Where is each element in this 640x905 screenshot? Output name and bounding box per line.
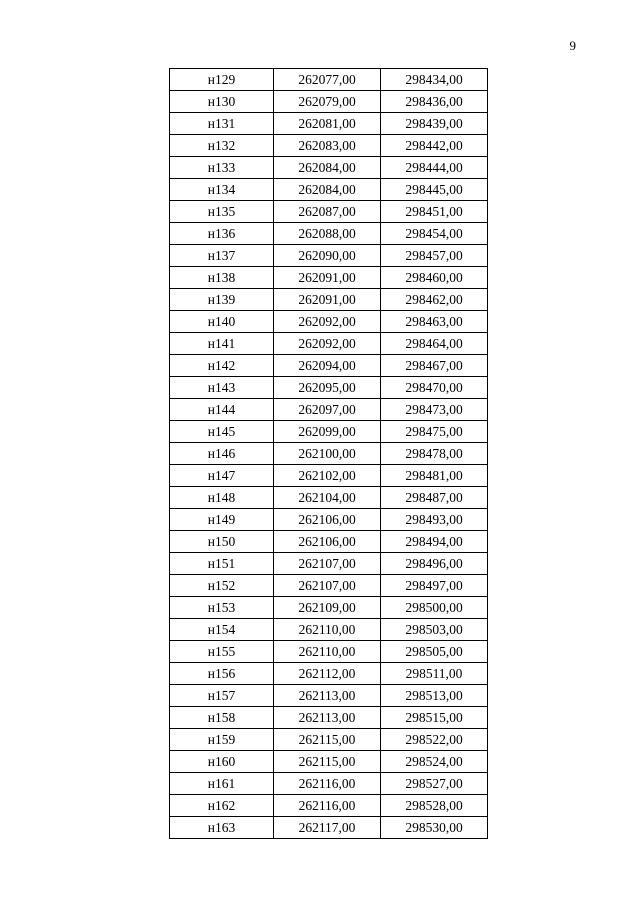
x-coordinate-cell: 262091,00 (274, 267, 381, 289)
point-id-cell: н144 (170, 399, 274, 421)
table-row (170, 817, 488, 839)
table-row (170, 751, 488, 773)
y-coordinate-cell: 298457,00 (381, 245, 488, 267)
x-coordinate-cell: 262100,00 (274, 443, 381, 465)
table-row (170, 663, 488, 685)
point-id-cell: н142 (170, 355, 274, 377)
point-id-cell: н151 (170, 553, 274, 575)
x-coordinate-cell: 262091,00 (274, 289, 381, 311)
x-coordinate-cell: 262106,00 (274, 531, 381, 553)
point-id-cell: н132 (170, 135, 274, 157)
x-coordinate-cell: 262083,00 (274, 135, 381, 157)
x-coordinate-cell: 262088,00 (274, 223, 381, 245)
table-row (170, 113, 488, 135)
table-row (170, 333, 488, 355)
y-coordinate-cell: 298436,00 (381, 91, 488, 113)
table-row (170, 355, 488, 377)
table-row (170, 553, 488, 575)
point-id-cell: н136 (170, 223, 274, 245)
y-coordinate-cell: 298478,00 (381, 443, 488, 465)
page-number: 9 (569, 38, 576, 53)
table-row (170, 795, 488, 817)
table-row (170, 487, 488, 509)
y-coordinate-cell: 298467,00 (381, 355, 488, 377)
point-id-cell: н156 (170, 663, 274, 685)
table-row (170, 201, 488, 223)
point-id-cell: н147 (170, 465, 274, 487)
y-coordinate-cell: 298434,00 (381, 69, 488, 91)
y-coordinate-cell: 298444,00 (381, 157, 488, 179)
y-coordinate-cell: 298442,00 (381, 135, 488, 157)
point-id-cell: н137 (170, 245, 274, 267)
y-coordinate-cell: 298454,00 (381, 223, 488, 245)
point-id-cell: н159 (170, 729, 274, 751)
point-id-cell: н155 (170, 641, 274, 663)
point-id-cell: н129 (170, 69, 274, 91)
table-row (170, 157, 488, 179)
x-coordinate-cell: 262081,00 (274, 113, 381, 135)
x-coordinate-cell: 262097,00 (274, 399, 381, 421)
y-coordinate-cell: 298505,00 (381, 641, 488, 663)
table-row (170, 465, 488, 487)
table-row (170, 685, 488, 707)
x-coordinate-cell: 262095,00 (274, 377, 381, 399)
x-coordinate-cell: 262106,00 (274, 509, 381, 531)
point-id-cell: н130 (170, 91, 274, 113)
table-row (170, 729, 488, 751)
table-row (170, 69, 488, 91)
y-coordinate-cell: 298463,00 (381, 311, 488, 333)
x-coordinate-cell: 262087,00 (274, 201, 381, 223)
table-row (170, 619, 488, 641)
y-coordinate-cell: 298473,00 (381, 399, 488, 421)
coordinates-table (169, 68, 488, 839)
y-coordinate-cell: 298515,00 (381, 707, 488, 729)
table-row (170, 399, 488, 421)
y-coordinate-cell: 298475,00 (381, 421, 488, 443)
table-row (170, 421, 488, 443)
point-id-cell: н148 (170, 487, 274, 509)
y-coordinate-cell: 298524,00 (381, 751, 488, 773)
point-id-cell: н158 (170, 707, 274, 729)
y-coordinate-cell: 298513,00 (381, 685, 488, 707)
point-id-cell: н163 (170, 817, 274, 839)
point-id-cell: н152 (170, 575, 274, 597)
x-coordinate-cell: 262110,00 (274, 641, 381, 663)
point-id-cell: н162 (170, 795, 274, 817)
table-row (170, 773, 488, 795)
x-coordinate-cell: 262104,00 (274, 487, 381, 509)
point-id-cell: н149 (170, 509, 274, 531)
table-row (170, 311, 488, 333)
x-coordinate-cell: 262102,00 (274, 465, 381, 487)
x-coordinate-cell: 262077,00 (274, 69, 381, 91)
y-coordinate-cell: 298496,00 (381, 553, 488, 575)
x-coordinate-cell: 262115,00 (274, 751, 381, 773)
table-row (170, 267, 488, 289)
x-coordinate-cell: 262109,00 (274, 597, 381, 619)
y-coordinate-cell: 298470,00 (381, 377, 488, 399)
x-coordinate-cell: 262116,00 (274, 795, 381, 817)
table-row (170, 531, 488, 553)
x-coordinate-cell: 262092,00 (274, 333, 381, 355)
y-coordinate-cell: 298451,00 (381, 201, 488, 223)
point-id-cell: н154 (170, 619, 274, 641)
point-id-cell: н153 (170, 597, 274, 619)
y-coordinate-cell: 298503,00 (381, 619, 488, 641)
y-coordinate-cell: 298527,00 (381, 773, 488, 795)
table-row (170, 707, 488, 729)
point-id-cell: н143 (170, 377, 274, 399)
x-coordinate-cell: 262117,00 (274, 817, 381, 839)
table-row (170, 135, 488, 157)
table-row (170, 509, 488, 531)
y-coordinate-cell: 298511,00 (381, 663, 488, 685)
coordinates-table-body (170, 69, 488, 839)
y-coordinate-cell: 298500,00 (381, 597, 488, 619)
x-coordinate-cell: 262094,00 (274, 355, 381, 377)
x-coordinate-cell: 262107,00 (274, 553, 381, 575)
point-id-cell: н135 (170, 201, 274, 223)
y-coordinate-cell: 298481,00 (381, 465, 488, 487)
point-id-cell: н146 (170, 443, 274, 465)
point-id-cell: н134 (170, 179, 274, 201)
y-coordinate-cell: 298439,00 (381, 113, 488, 135)
x-coordinate-cell: 262084,00 (274, 179, 381, 201)
table-row (170, 91, 488, 113)
x-coordinate-cell: 262113,00 (274, 685, 381, 707)
y-coordinate-cell: 298462,00 (381, 289, 488, 311)
point-id-cell: н139 (170, 289, 274, 311)
point-id-cell: н140 (170, 311, 274, 333)
x-coordinate-cell: 262079,00 (274, 91, 381, 113)
table-row (170, 575, 488, 597)
y-coordinate-cell: 298522,00 (381, 729, 488, 751)
point-id-cell: н157 (170, 685, 274, 707)
point-id-cell: н150 (170, 531, 274, 553)
y-coordinate-cell: 298445,00 (381, 179, 488, 201)
table-row (170, 223, 488, 245)
point-id-cell: н141 (170, 333, 274, 355)
x-coordinate-cell: 262110,00 (274, 619, 381, 641)
x-coordinate-cell: 262113,00 (274, 707, 381, 729)
point-id-cell: н138 (170, 267, 274, 289)
table-row (170, 443, 488, 465)
point-id-cell: н160 (170, 751, 274, 773)
y-coordinate-cell: 298497,00 (381, 575, 488, 597)
y-coordinate-cell: 298460,00 (381, 267, 488, 289)
y-coordinate-cell: 298493,00 (381, 509, 488, 531)
y-coordinate-cell: 298464,00 (381, 333, 488, 355)
table-row (170, 179, 488, 201)
y-coordinate-cell: 298487,00 (381, 487, 488, 509)
table-row (170, 377, 488, 399)
table-row (170, 289, 488, 311)
table-row (170, 597, 488, 619)
x-coordinate-cell: 262084,00 (274, 157, 381, 179)
x-coordinate-cell: 262092,00 (274, 311, 381, 333)
x-coordinate-cell: 262112,00 (274, 663, 381, 685)
y-coordinate-cell: 298528,00 (381, 795, 488, 817)
y-coordinate-cell: 298494,00 (381, 531, 488, 553)
x-coordinate-cell: 262099,00 (274, 421, 381, 443)
point-id-cell: н145 (170, 421, 274, 443)
x-coordinate-cell: 262116,00 (274, 773, 381, 795)
x-coordinate-cell: 262115,00 (274, 729, 381, 751)
point-id-cell: н161 (170, 773, 274, 795)
table-row (170, 245, 488, 267)
x-coordinate-cell: 262107,00 (274, 575, 381, 597)
point-id-cell: н133 (170, 157, 274, 179)
point-id-cell: н131 (170, 113, 274, 135)
y-coordinate-cell: 298530,00 (381, 817, 488, 839)
table-row (170, 641, 488, 663)
x-coordinate-cell: 262090,00 (274, 245, 381, 267)
